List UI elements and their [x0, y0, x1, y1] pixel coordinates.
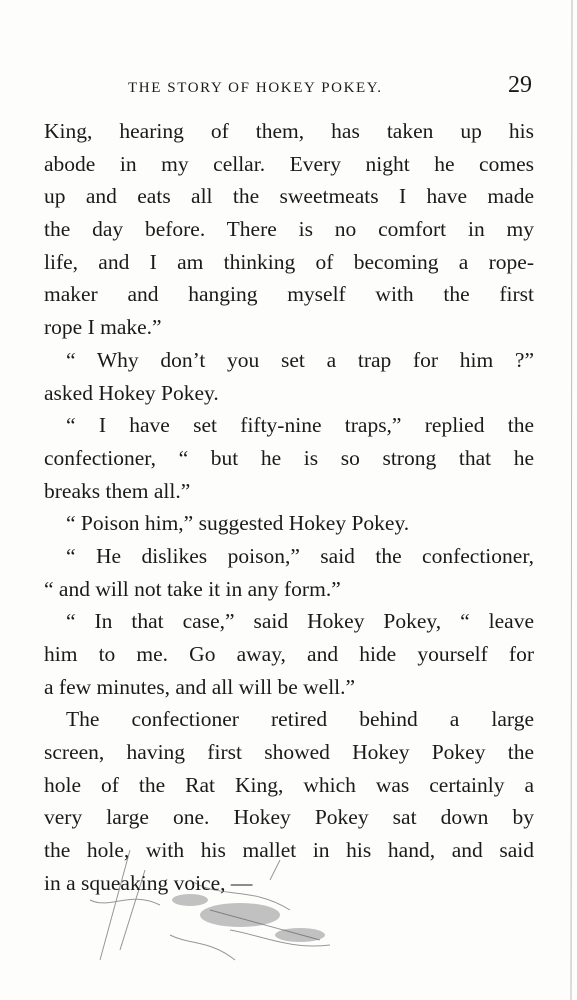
text-line: confectioner, “ but he is so strong that he — [44, 445, 534, 470]
text-line: “ He dislikes poison,” said the confectioner, — [66, 543, 534, 568]
page-edge-shadow — [567, 0, 575, 1000]
text-line: “ In that case,” said Hokey Pokey, “ leave — [66, 609, 534, 634]
text-line: abode in my cellar. Every night he comes — [44, 151, 534, 176]
text-line: the hole, with his mallet in his hand, and said — [44, 838, 534, 863]
text-line: the day before. There is no comfort in my — [44, 217, 534, 242]
text-line: very large one. Hokey Pokey sat down by — [44, 805, 534, 830]
text-line: King, hearing of them, has taken up his — [44, 119, 534, 143]
page-header — [44, 70, 534, 110]
text-line: asked Hokey Pokey. — [44, 380, 219, 405]
text-line: “ and will not take it in any form.” — [44, 576, 341, 601]
text-line: in a squeaking voice, — — [44, 870, 253, 895]
page-number: 29 — [508, 72, 532, 98]
text-line: The confectioner retired behind a large — [66, 707, 534, 732]
text-line: breaks them all.” — [44, 478, 191, 503]
text-line: hole of the Rat King, which was certainly a — [44, 772, 534, 797]
text-line: maker and hanging myself with the first — [44, 282, 534, 307]
text-line: up and eats all the sweetmeats I have made — [44, 184, 534, 209]
text-line: a few minutes, and all will be well.” — [44, 674, 356, 699]
text-line: “ I have set fifty-nine traps,” replied the — [66, 413, 534, 438]
text-line: rope I make.” — [44, 315, 162, 340]
text-line: screen, having first showed Hokey Pokey the — [44, 740, 534, 765]
body-text — [44, 115, 534, 900]
text-line: life, and I am thinking of becoming a rope- — [44, 249, 534, 274]
text-line: “ Poison him,” suggested Hokey Pokey. — [66, 511, 410, 536]
text-line: “ Why don’t you set a trap for him ?” — [66, 347, 534, 372]
running-head: THE STORY OF HOKEY POKEY. — [128, 80, 383, 96]
text-line: him to me. Go away, and hide yourself for — [44, 642, 534, 666]
